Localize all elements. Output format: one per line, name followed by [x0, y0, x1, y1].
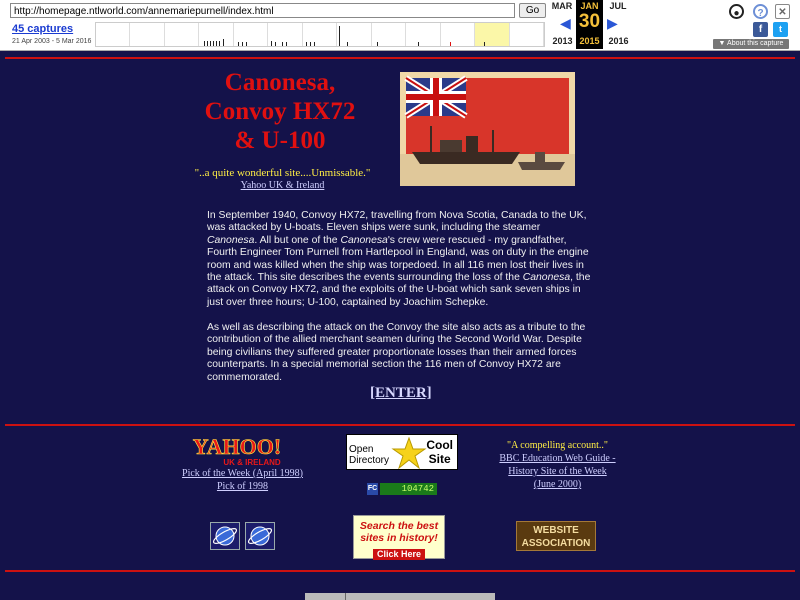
globe-icon	[211, 523, 239, 549]
yahoo-pick-week-link[interactable]: Pick of the Week (April 1998)	[182, 468, 303, 479]
prev-arrow-icon[interactable]: ◀	[560, 15, 571, 31]
tribute-paragraph: As well as describing the attack on the Convoy the site also acts as a tribute to the contribution of the allied merchant seamen during the Second World War. Despite being civilians they suffered greater proportionate losses than their armed forces counterparts. In a special memorial section the 116 men of Convoy HX72 are commemorated.	[207, 322, 586, 383]
sparkline-year[interactable]	[510, 23, 544, 46]
account-icon[interactable]: ●	[729, 4, 744, 19]
sparkline-year[interactable]	[130, 23, 164, 46]
sparkline-year[interactable]	[372, 23, 406, 46]
next-arrow-icon[interactable]: ▶	[607, 15, 618, 31]
globe-icon	[246, 523, 274, 549]
sparkline-year[interactable]	[303, 23, 337, 46]
website-association-badge[interactable]: WEBSITE ASSOCIATION	[516, 521, 596, 551]
counter-value: 104742	[380, 483, 437, 495]
facebook-icon[interactable]: f	[753, 22, 768, 37]
sparkline-year[interactable]	[96, 23, 130, 46]
current-day: 30	[578, 11, 601, 32]
yahoo-uk-logo[interactable]	[180, 434, 295, 468]
red-ensign-ship-image	[400, 72, 575, 186]
yahoo-logo-subtext: UK & IRELAND	[223, 458, 281, 467]
date-range: 21 Apr 2003 - 5 Mar 2016	[12, 38, 92, 45]
sparkline-year[interactable]	[268, 23, 302, 46]
yahoo-pick-year-link[interactable]: Pick of 1998	[216, 481, 269, 492]
star-icon	[391, 437, 427, 469]
current-month: JAN	[580, 1, 599, 11]
od-label: Open Directory	[349, 444, 390, 466]
yahoo-logo-text: YAHOO!	[192, 434, 282, 459]
page-title: Canonesa, Convoy HX72 & U-100	[204, 69, 356, 154]
review-quote: "..a quite wonderful site....Unmissable."	[194, 167, 371, 179]
divider	[5, 424, 795, 426]
bottom-frame-bar	[305, 593, 495, 600]
cool-site-label: Cool Site	[426, 438, 453, 466]
help-icon[interactable]: ?	[753, 4, 768, 19]
divider	[5, 570, 795, 572]
bbc-quote: "A compelling account.."	[507, 440, 608, 451]
twitter-icon[interactable]: t	[773, 22, 788, 37]
webring-badge[interactable]	[210, 522, 240, 550]
sparkline-year-current[interactable]	[475, 23, 509, 46]
url-input[interactable]: http://homepage.ntlworld.com/annemariepurnell/index.html	[10, 3, 515, 18]
sparkline-year[interactable]	[165, 23, 199, 46]
bbc-site-week-link[interactable]: History Site of the Week	[508, 466, 607, 477]
close-icon[interactable]: ✕	[775, 4, 790, 19]
sparkline-year[interactable]	[406, 23, 440, 46]
sparkline-year[interactable]	[337, 23, 371, 46]
webring-badge[interactable]	[245, 522, 275, 550]
bbc-date-link[interactable]: (June 2000)	[533, 479, 582, 490]
open-directory-cool-site-badge[interactable]	[346, 434, 458, 470]
prev-month[interactable]: MAR	[551, 1, 573, 11]
click-here-button[interactable]: Click Here	[373, 549, 425, 560]
wayback-toolbar	[0, 0, 800, 51]
hit-counter	[367, 483, 437, 495]
prev-year[interactable]: 2013	[552, 36, 573, 46]
next-month[interactable]: JUL	[609, 1, 627, 11]
counter-badge: FC	[367, 483, 378, 495]
captures-link[interactable]: 45 captures	[12, 23, 74, 35]
bbc-guide-link[interactable]: BBC Education Web Guide -	[499, 453, 616, 464]
intro-paragraph: In September 1940, Convoy HX72, travelling from Nova Scotia, Canada to the UK, was attacked by U-boats. Eleven ships were sunk, including the steamer Canonesa. All but one of the Canonesa's crew were rescued - my grandfather, Fourth Engineer Tom Purnell from Hartlepool in England, was on duty in the engine room and was killed when the ship was torpedoed. In all 116 men lost their lives in the attack. This site describes the events surrounding the loss of the Canonesa, the attack on Convoy HX72, and the exploits of the U-boat which sank seven ships in just over three hours; U-100, captained by Joachim Schepke.	[207, 210, 591, 308]
current-year: 2015	[579, 36, 600, 46]
capture-sparkline[interactable]	[95, 22, 545, 47]
search-history-ad[interactable]: Search the best sites in history! Click Here	[353, 515, 445, 559]
sparkline-year[interactable]	[441, 23, 475, 46]
sparkline-year[interactable]	[199, 23, 233, 46]
about-capture-button[interactable]: ▼ About this capture	[713, 39, 789, 49]
sparkline-year[interactable]	[234, 23, 268, 46]
next-year[interactable]: 2016	[608, 36, 629, 46]
go-button[interactable]: Go	[519, 3, 546, 18]
enter-link[interactable]: [ENTER]	[370, 385, 432, 401]
divider	[5, 57, 795, 59]
review-source-link[interactable]: Yahoo UK & Ireland	[240, 180, 325, 191]
